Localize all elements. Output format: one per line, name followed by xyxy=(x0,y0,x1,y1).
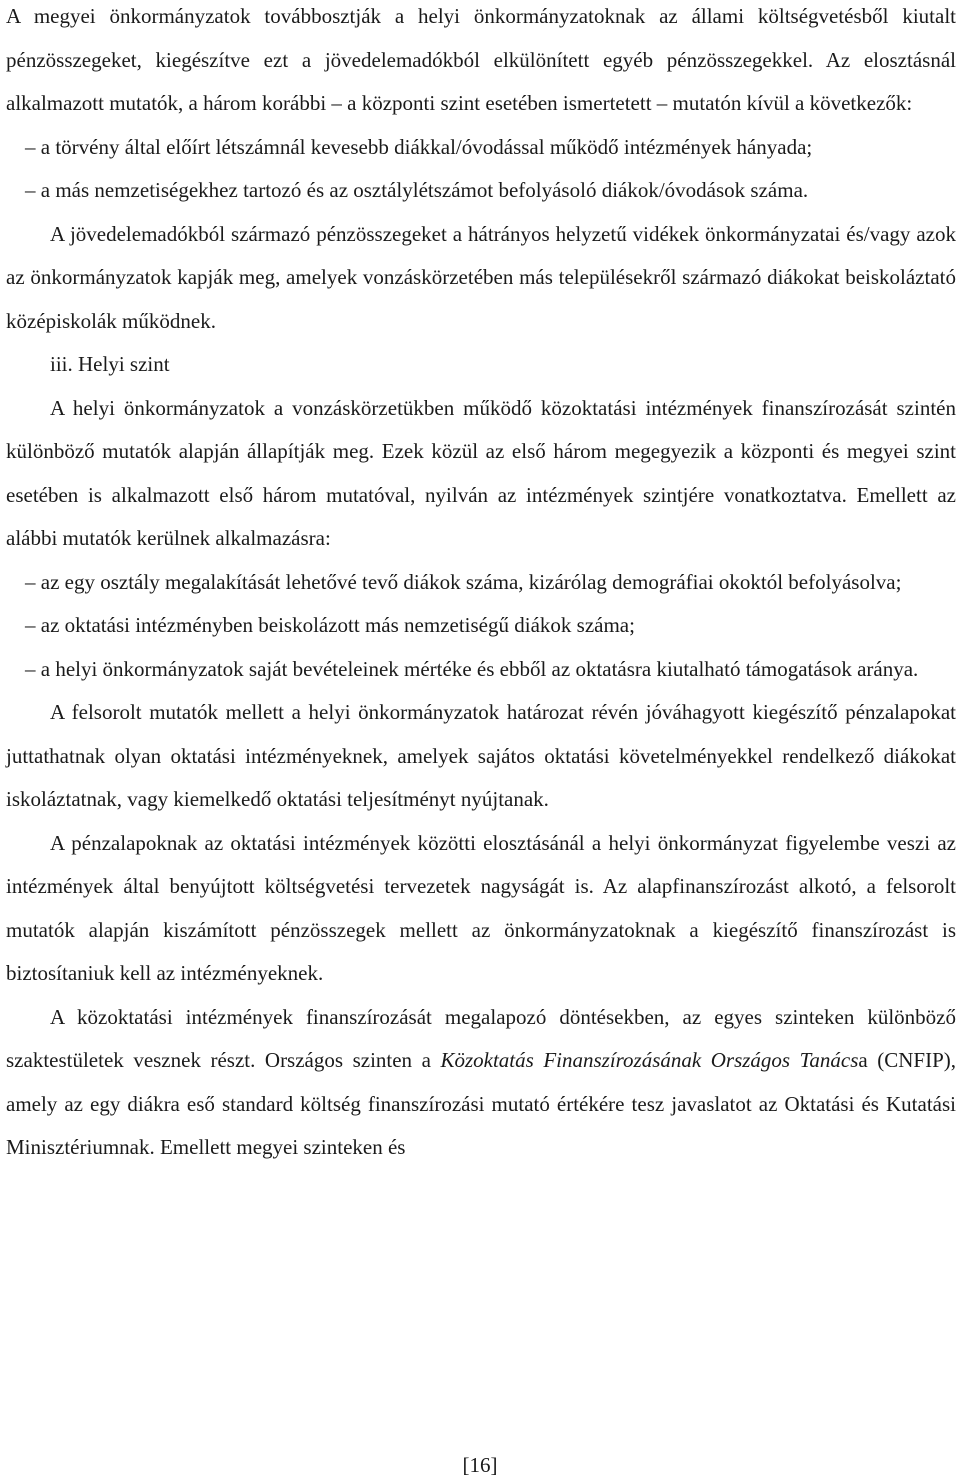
paragraph-text: a (CNFIP), amely az egy diákra eső standard költség finanszírozási mutató értékére tesz javaslatot az Oktatási és Kutatási Minisztériumnak. Emellett megyei szinteken és xyxy=(6,1048,957,1159)
list-item: – az egy osztály megalakítását lehetővé tevő diákok száma, kizárólag demográfiai okoktól befolyásolva; xyxy=(25,569,902,594)
council-name: Közoktatás Finanszírozásának Országos Tanács xyxy=(440,1048,859,1072)
paragraph: A helyi önkormányzatok a vonzáskörzetükben működő közoktatási intézmények finanszírozását szintén különböző mutatók alapján állapítják meg. Ezek közül az első három megegyezik a központi és megyei szint esetében is alkalmazott első három mutatóval, nyilván az intézmények szintjére vonatkoztatva. Emellett az alábbi mutatók kerülnek alkalmazásra: xyxy=(6,395,956,550)
paragraph: A jövedelemadókból származó pénzösszegeket a hátrányos helyzetű vidékek önkormányzatai és/vagy azok az önkormányzatok kapják meg, amelyek vonzáskörzetében más településekről származó diákokat beiskoláztató középiskolák működnek. xyxy=(6,221,956,333)
list-item: – az oktatási intézményben beiskolázott más nemzetiségű diákok száma; xyxy=(25,613,635,637)
list-item: – a törvény által előírt létszámnál kevesebb diákkal/óvodással működő intézmények hányada; xyxy=(25,134,813,159)
paragraph: A megyei önkormányzatok továbbosztják a helyi önkormányzatoknak az állami költségvetésből kiutalt pénzösszegeket, kiegészítve ezt a jövedelemadókból elkülönített egyéb pénzösszegekkel. Az elosztásnál alkalmazott mutatók, a három korábbi – a központi szint esetében ismertetett – mutatón kívül a következők: xyxy=(6,4,956,115)
paragraph-text: A közoktatási intézmények finanszírozását megalapozó döntésekben, az egyes szinteken különböző szaktestületek vesznek részt. Országos szinten a xyxy=(6,1004,956,1072)
section-heading: iii. Helyi szint xyxy=(50,352,170,376)
page-number: [16] xyxy=(462,1453,498,1477)
paragraph xyxy=(6,996,956,1170)
list-item: – a helyi önkormányzatok saját bevételeinek mértéke és ebből az oktatásra kiutalható támogatások aránya. xyxy=(25,656,919,681)
paragraph: A pénzalapoknak az oktatási intézmények közötti elosztásánál a helyi önkormányzat figyelembe veszi az intézmények által benyújtott költségvetési tervezetek nagyságát is. Az alapfinanszírozást alkotó, a felsorolt mutatók alapján kiszámított pénzösszegek mellett az önkormányzatoknak a kiegészítő finanszírozást is biztosítaniuk kell az intézményeknek. xyxy=(6,830,956,985)
document-page xyxy=(6,0,956,1170)
list-item: – a más nemzetiségekhez tartozó és az osztálylétszámot befolyásoló diákok/óvodások száma. xyxy=(25,178,809,202)
paragraph: A felsorolt mutatók mellett a helyi önkormányzatok határozat révén jóváhagyott kiegészítő pénzalapokat juttathatnak olyan oktatási intézményeknek, amelyek sajátos oktatási követelményekkel rendelkező diákokat iskoláztatnak, vagy kiemelkedő oktatási teljesítményt nyújtanak. xyxy=(6,700,956,811)
